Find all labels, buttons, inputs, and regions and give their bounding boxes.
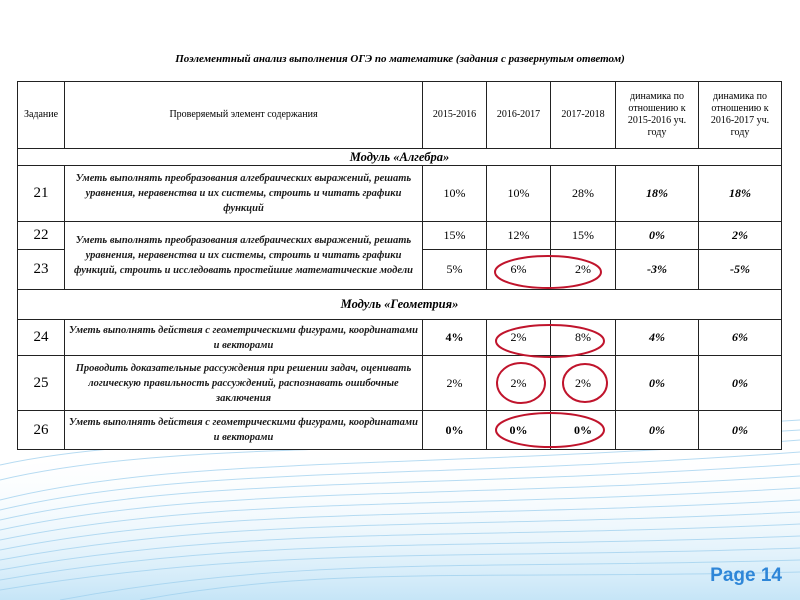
header-row bbox=[18, 82, 782, 149]
value-2016-2017: 0% bbox=[487, 411, 551, 450]
dynamics-2016: 18% bbox=[616, 166, 699, 222]
task-number: 25 bbox=[18, 356, 65, 411]
module-algebra-label: Модуль «Алгебра» bbox=[18, 149, 782, 166]
value-2015-2016: 4% bbox=[423, 320, 487, 356]
dynamics-2017: 0% bbox=[699, 356, 782, 411]
value-2016-2017: 2% bbox=[487, 320, 551, 356]
value-2015-2016: 2% bbox=[423, 356, 487, 411]
value-2016-2017: 2% bbox=[487, 356, 551, 411]
value-2017-2018: 28% bbox=[551, 166, 616, 222]
element-description: Уметь выполнять действия с геометрическими фигурами, координатами и векторами bbox=[65, 411, 423, 450]
table-row bbox=[18, 411, 782, 450]
element-description: Уметь выполнять действия с геометрическими фигурами, координатами и векторами bbox=[65, 320, 423, 356]
table-row bbox=[18, 222, 782, 250]
task-number: 22 bbox=[18, 222, 65, 250]
element-description: Уметь выполнять преобразования алгебраических выражений, решать уравнения, неравенства и их системы, строить и читать графики функций bbox=[65, 166, 423, 222]
dynamics-2016: 0% bbox=[616, 356, 699, 411]
value-2015-2016: 5% bbox=[423, 250, 487, 290]
dynamics-2017: 0% bbox=[699, 411, 782, 450]
header-2015-2016: 2015-2016 bbox=[423, 82, 487, 149]
element-description: Уметь выполнять преобразования алгебраических выражений, решать уравнения, неравенства и их системы, строить и читать графики функций, строить и исследовать простейшие математические модели bbox=[65, 222, 423, 290]
value-2015-2016: 10% bbox=[423, 166, 487, 222]
value-2017-2018: 0% bbox=[551, 411, 616, 450]
value-2016-2017: 10% bbox=[487, 166, 551, 222]
page-title: Поэлементный анализ выполнения ОГЭ по математике (задания с развернутым ответом) bbox=[175, 53, 625, 65]
table-row bbox=[18, 320, 782, 356]
dynamics-2016: 0% bbox=[616, 411, 699, 450]
value-2017-2018: 8% bbox=[551, 320, 616, 356]
element-description: Проводить доказательные рассуждения при решении задач, оценивать логическую правильность рассуждений, распознавать ошибочные заключения bbox=[65, 356, 423, 411]
page-number: Page 14 bbox=[710, 565, 782, 586]
table-row bbox=[18, 356, 782, 411]
analysis-table bbox=[17, 81, 782, 450]
header-2016-2017: 2016-2017 bbox=[487, 82, 551, 149]
header-task: Задание bbox=[18, 82, 65, 149]
value-2017-2018: 15% bbox=[551, 222, 616, 250]
dynamics-2016: 0% bbox=[616, 222, 699, 250]
module-geometry-label: Модуль «Геометрия» bbox=[18, 290, 782, 320]
value-2015-2016: 15% bbox=[423, 222, 487, 250]
task-number: 26 bbox=[18, 411, 65, 450]
dynamics-2016: -3% bbox=[616, 250, 699, 290]
table-row bbox=[18, 166, 782, 222]
value-2017-2018: 2% bbox=[551, 250, 616, 290]
dynamics-2017: 6% bbox=[699, 320, 782, 356]
header-dynamics-2017: динамика по отношению к 2016-2017 уч. году bbox=[699, 82, 782, 149]
dynamics-2016: 4% bbox=[616, 320, 699, 356]
module-row-geometry bbox=[18, 290, 782, 320]
task-number: 24 bbox=[18, 320, 65, 356]
task-number: 23 bbox=[18, 250, 65, 290]
module-row-algebra bbox=[18, 149, 782, 166]
value-2017-2018: 2% bbox=[551, 356, 616, 411]
header-element: Проверяемый элемент содержания bbox=[65, 82, 423, 149]
dynamics-2017: 2% bbox=[699, 222, 782, 250]
dynamics-2017: 18% bbox=[699, 166, 782, 222]
dynamics-2017: -5% bbox=[699, 250, 782, 290]
value-2016-2017: 12% bbox=[487, 222, 551, 250]
value-2015-2016: 0% bbox=[423, 411, 487, 450]
value-2016-2017: 6% bbox=[487, 250, 551, 290]
header-dynamics-2016: динамика по отношению к 2015-2016 уч. году bbox=[616, 82, 699, 149]
task-number: 21 bbox=[18, 166, 65, 222]
header-2017-2018: 2017-2018 bbox=[551, 82, 616, 149]
